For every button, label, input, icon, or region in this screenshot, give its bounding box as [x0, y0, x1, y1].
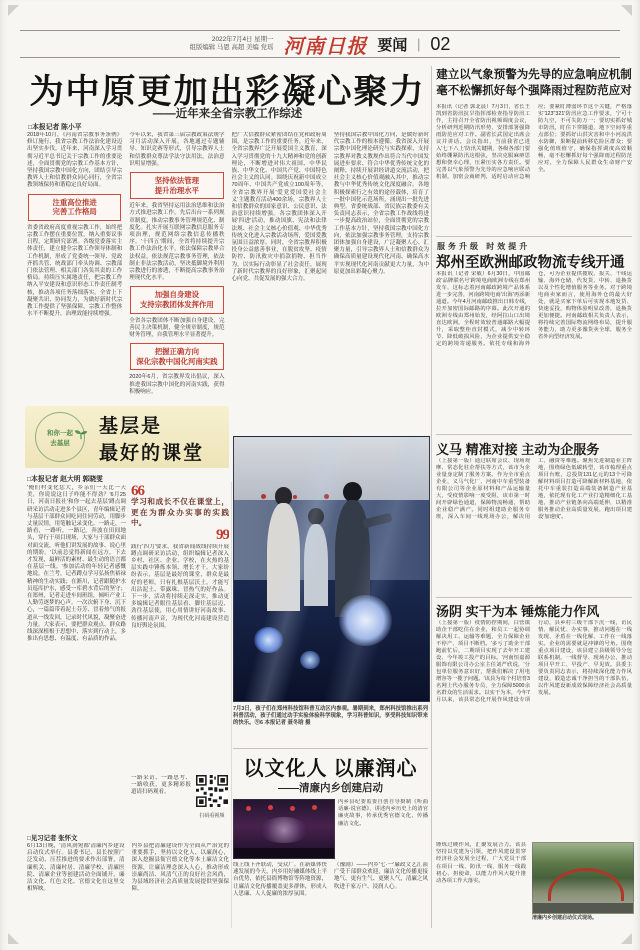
bottom-left-col-1: 6月13日晚，'清风润宛都'清廉内乡建设启动仪式举行。县委书记、县长按照广泛发动、压茬推进的要求作出部署，清廉机关、清廉村居、清廉学校、清廉医院、清廉企业等创建活动全面铺开，廉洁文化、红色文化、官德文化在这里交相辉映。: [27, 843, 125, 893]
science-museum-photo: [233, 436, 430, 702]
bottom-side-text: 内乡县纪委监委自创自导摄制《听曲话廉·说官德》，讲述内乡历史上的清官廉吏故事，传承优秀官德文化，传播廉洁文化。: [338, 799, 428, 827]
main-col-2: [129, 132, 224, 431]
heading-line: 支持宗教团体发挥作用: [139, 300, 214, 310]
bottom-left-col-2: 内乡县把清廉建设作为全面从严治党的重要抓手，坚持以文化人、以廉润心，深入挖掘县衙官德文化等本土廉洁文化资源，让廉洁理念深入人心，推动形成崇廉尚洁、风清气正的良好社会风尚，为县域经济社会高质量发展提供坚强保障。: [131, 843, 229, 893]
main-section-heading-2: [130, 172, 223, 199]
main-article-subtitle: ——近年来全省宗教工作综述: [152, 108, 303, 120]
yima-article-title: 义马 精准对接 主动为企服务: [436, 442, 600, 457]
red-lantern-dot: [290, 806, 295, 811]
edition-info: [190, 36, 274, 53]
bottom-mid-col-1: 线上线下齐联动，受众广。在新媒体快速发展的今天，内乡用好融媒体线上平台优势，依托县衙博物馆等阵地资源，让廉洁文化传播覆盖更多群体，形成人人思廉、人人促廉的浓厚氛围。: [233, 862, 327, 897]
date-line: 2022年7月4日 星期一: [211, 35, 274, 43]
page-curl-top-left-icon[interactable]: [8, 5, 19, 16]
main-col1-text-b: 省委省政府高度重视宗教工作，始终把宗教工作摆在重要位置，纳入重要议事日程，定期研究部署。各级党委落实主体责任，建立健全宗教工作领导体制和工作机制，形成了党委统一领导、党政齐抓共管、统战部门牵头协调、宗教部门依法管理、相关部门各负其责的工作格局。持续压实属地责任，把宗教工作纳入平安建设和意识形态工作责任制考核，推动各项任务落细落实。全省上下凝聚共识、协同发力，为做好新时代宗教工作提供了坚强保障，宗教工作整体水平不断提升，治理效能持续增强。: [27, 224, 123, 318]
qr-block: [195, 775, 229, 819]
flood-article-body: 本报讯（记者 郭北晨）7月3日，省长王凯到省防汛抗旱指挥部检查指导防汛工作，主持召开全省防汛视频调度会议，分析研判近期防汛形势，安排部署强降雨防范应对工作。副省长武国定出席会议并讲话。会议指出，当前我省已进入'七下八上'防汛关键期，各级各部门要始终绷紧防汛这根弦，坚决克服麻痹思想和侥幸心理，压紧压实各方责任。要完善以气象预警为先导的应急响应联动机制，加密会商研判，适时启动应急响应；要紧盯薄弱环节这个关键，严格落实'123''321'防汛应急工作要求，宁可十防九空，不可失防万一；要切实抓好城市防汛，盯住下穿隧道、地下空间等重点部位；要抓好山洪灾害和中小河流洪水防御，果断提前转移危险区群众；要强化值班值守，确保指挥调度高效顺畅，毫不松懈抓好每个强降雨过程防范应对，全力保障人民群众生命财产安全。: [436, 104, 632, 180]
right-divider-3: [436, 597, 632, 598]
main-article-byline: □本报记者 陈小平: [28, 124, 82, 131]
main-col1-text-a: 2018年10月，《河南省宗教事务条例》修订施行，我省宗教工作法治化建设迈出坚实步伐。近年来，河南深入学习贯彻习近平总书记关于宗教工作的重要论述，全面贯彻党的宗教工作基本方针，坚持我国宗教中国化方向，团结引导宗教界人士和信教群众同心同行，全省宗教领域保持和谐稳定良好局面。: [27, 132, 123, 189]
main-col2-text-a: 今年以来，我省第三届宗教政策法规学习月活动深入开展，各地通过专题辅导、知识竞赛等形式，引导宗教界人士和信教群众尊法学法守法用法，法治意识明显增强。: [129, 132, 225, 167]
column-divider-right: [431, 66, 432, 928]
heading-line: 深化宗教中国化河南实践: [136, 356, 218, 366]
header-bottom-rule: [20, 57, 620, 58]
masthead-logo: 河南日报: [283, 35, 368, 58]
section-name: 要闻: [377, 36, 408, 54]
crowd-silhouette: [533, 903, 633, 914]
quote-open-icon: 66: [131, 485, 144, 499]
red-lantern-dot: [246, 806, 251, 811]
page-curl-bottom-right-icon[interactable]: [621, 933, 632, 944]
feature-box: [25, 406, 229, 468]
heading-line: 注重高位推进: [52, 197, 97, 207]
page-curl-top-right-icon[interactable]: [621, 5, 632, 16]
bottom-article-subtitle: ——清廉内乡创建启动: [278, 782, 383, 794]
badge-line-1: 和你一起: [47, 429, 73, 437]
main-article-title: 为中原更加出彩凝心聚力: [29, 74, 426, 111]
ceremony-photo-caption: 清廉内乡创建启动仪式现场。: [532, 915, 598, 921]
page-number: 02: [430, 33, 451, 54]
feature-title-line-2: 最好的课堂: [99, 443, 205, 464]
main-col2-text-d: 2020年6月，省宗教界发出倡议，深入推进我国宗教中国化的河南实践，获得积极响应。: [129, 374, 225, 395]
main-col-3: 把广大信教群众紧密团结在党和政府周围，是宗教工作的重要任务。近年来，全省宗教界广泛开展爱国主义教育，深入学习贯彻党的十九大精神和党的创新理论，不断增进对伟大祖国、中华民族、中华文化、中国共产党、中国特色社会主义的认同。围绕庆祝新中国成立70周年、中国共产党成立100周年等，全省宗教界开展'爱党爱国爱社会主义'主题教育活动400余场，宗教界人士和信教群众的国家意识、公民意识、法治意识持续增强。各宗教团体深入开展'四进'活动，推动国旗、宪法和法律法规、社会主义核心价值观、中华优秀传统文化进入宗教活动场所，爱国爱教氛围日益浓厚。同时，全省宗教界积极投身公益慈善事业，在脱贫攻坚、疫情防控、防汛救灾中捐款捐物、担当作为，以实际行动彰显了社会责任，展现了新时代宗教界的良好形象，汇聚起同心向党、共促发展的强大合力。: [231, 132, 327, 283]
main-article-body: [27, 132, 429, 431]
editors-line: 组版编辑 马恩 高超 美编 党瑶: [189, 44, 274, 51]
heading-line: 坚持依法管理: [154, 176, 200, 186]
page-curl-bottom-left-icon[interactable]: [8, 933, 19, 944]
stage-glow: [259, 817, 309, 843]
glass-reflection: [234, 437, 429, 701]
heading-line: 把握正确方向: [154, 347, 200, 357]
bottom-left-cols: [27, 843, 229, 929]
sprout-icon: [73, 429, 89, 440]
right-divider-1: [436, 236, 632, 237]
main-section-heading-3: [130, 286, 223, 313]
feature-byline: □本报记者 赵大明 郭晓雯: [27, 476, 103, 483]
grassroots-badge: [35, 412, 85, 462]
main-col2-text-c: 全省各宗教团体不断加强自身建设，完善民主决策机制，健全规章制度，规范财务管理，自我管理水平显著提升。: [129, 317, 225, 339]
main-section-heading-1: [28, 194, 121, 221]
title-line-2: 毫不松懈抓好每个强降雨过程防范应对: [436, 85, 632, 97]
feature-col-2: [131, 485, 229, 828]
column-divider-left: [231, 482, 232, 928]
red-lantern-dot: [268, 805, 273, 810]
qr-label: 扫码看视频: [199, 812, 225, 819]
feature-col-1: '俺们村变化恁大，乡亲们一天比一天美，你说说这日子咋能不得劲？'6月25日，河南日报社'和你一起去基层'蹲点调研采访活动走进多个县区，青年编辑记者与基层干部群众同吃同住同劳动，用脚步丈量民情，用笔触记录变化。一路走，一路看，一路听，一路记。奔波在田间地头，穿行于项目现场，大家与干部群众面对面交流，听他们讲发展的故事、说心里的期盼。'以前总觉得新闻在远方，下去才发现，最鲜活的素材、最生动的语言都在基层一线。'参加活动的年轻记者感慨地说。在兰考，记者蹲点学习弘扬焦裕禄精神的生动实践；在淅川，记者跟随护水员巡库护水，感受一库碧水背后的坚守；在郑州，记者走进车间班组，倾听产业工人勤劳逐梦的心声。一次次俯下身、沉下心，一篇篇带着泥土芬芳、冒着热气的报道从一线发回，记录时代风貌，凝聚奋进力量。大家表示，要把群众观点、群众路线深深植根于思想中、落实到行动上，多推出有思想、有温度、有品质的作品。: [27, 485, 126, 643]
main-section-heading-4: [130, 343, 223, 370]
tangyin-article-title: 汤阴 实干为本 锤炼能力作风: [436, 604, 600, 619]
ceremony-photo: [532, 842, 634, 914]
qr-side-text: 一路采访、一路思考、一路收获，更多精彩报道请扫码观看。: [131, 774, 191, 795]
quote-close-icon: 99: [216, 526, 229, 543]
feature-pull-quote: 学习和成长不仅在课堂上，更在为群众办实事的实践中。: [131, 497, 229, 527]
bottom-article-title: 以文化人 以廉润心: [243, 758, 418, 780]
qr-code: [196, 775, 228, 807]
main-col-1: [27, 132, 122, 431]
postal-article-body: 本报讯（记者 宋敏）6月30日，中国邮政'品牌联名号'跨境电商欧洲专线在郑州发车，这标志着河南邮政跨境产品体系进一步完善，河南跨境电商'出海'再添新通道。今年4月河南邮政推出日韩专线，拉开加密国际邮路的序幕。此次开通的欧洲专线由郑州始发，经阿拉山口出境直达欧洲，全程时效较普通邮路大幅提升，采取整柜直封模式，减少中转环节、降低破损风险，为企业提供安全稳定的跨境寄递服务。依托专线和海外仓，可为企业提供揽收、报关、干线运输、海外仓储、代发货、中转、退换货以及个性化增值服务等业务。对于跨境电商卖家而言，使用海外仓的最大好处，就是买家下单后可实现本地发货、快速妥投，购物体验明显改善，退换货更加便捷。河南邮政相关负责人表示，将持续完善国际物流网络布局，提升服务能力，助力更多豫货卖全球，服务全省外向型经济发展。: [436, 271, 632, 347]
audience-silhouette: [234, 848, 334, 858]
red-lantern-dot: [312, 805, 317, 810]
tangyin-article-side: 锤炼过硬作风，汇聚发展合力。该县坚持以党建为引领，把作风建设贯穿经济社会发展全过程，广大党员干部在项目一线、防汛一线、服务一线践初心、担使命，以能力作风大提升推动各项工作大落实。: [436, 842, 526, 885]
bottom-article-byline: □见习记者 张怀文: [27, 835, 78, 842]
right-divider-2: [436, 434, 632, 435]
yima-article-body: （上接第一版）通过联席会议、现场观摩、常态化驻企帮扶等方式，该市为企业量身定制了服务方案。作为全市重点企业，义马气化厂、河南中车重型装备有限公司等企业原材料和产品运输量大，受疫情影响一度受阻，该市第一时间开辟绿色通道，保障物流畅通，帮助企业稳产满产。同时组建助企服务专班，深入车间一线现场办公，解决用工、融资等难题。聚焦先进制造业主阵地，围绕绿色低碳转型，该市梳理重点项目台账，总投资131亿元的13个可降解材料项目打造可降解新材料基地，依托中车重装打造高端装备制造产业基地，依托现有化工产业打造精细化工基地，推动产业链条向高端延伸，以精准服务推动企业高质量发展，跑出项目建设'加速度'。: [436, 458, 632, 520]
tangyin-article-body: （上接第一版）疫情防控期间，白营镇助企干部吃住在企业，和员工一起协调解决用工、运输等难题，全力保障企业不停产、项目不断档。'多亏了助企干部跑前忙后，二期项目实现了去年开工建设、今年竣工投产的目标。'河南恒嘉源服饰有限公司办公室主任刘严欣说，'分包单位服务意识好，帮我们解决了用电增容等一揽子问题。'该县为每个村培育3名网上代办服务专员，全力保障5000余名群众的生活需求。以实干为本，今年7月以来，该县常态化开展作风建设专项行动，县乡村三级干部下沉一线，访民情、解民忧、办实事，推动问题在一线发现、矛盾在一线化解、工作在一线落实。企业的需要就是冲锋的号角。围绕重点项目建设，该县建立县级领导分包联系机制，一线督导、现场办公，推动项目早开工、早投产、早见效。县委主要负责同志表示，将持续深化能力作风建设，锻造忠诚干净担当的干部队伍，以作风建设新成效保障经济社会高质量发展。: [436, 620, 632, 703]
title-line-1: 建立以气象预警为先导的应急响应机制: [436, 69, 632, 81]
section-pipe: ｜: [412, 37, 426, 53]
main-col2-text-b: 近年来，我省坚持运用法治思维和法治方式推进宗教工作，先后出台一系列规章制度，推动宗教事务管理规范化、制度化。扎实开展互联网宗教信息服务专项治理，规范网络宗教信息传播秩序。'十四五'期间，全省将持续提升宗教工作法治化水平，依法保障宗教界合法权益，依法规范宗教事务管理，依法制止非法宗教活动，坚决抵御境外利用宗教进行的渗透，不断提高宗教事务治理现代化水平。: [129, 203, 225, 282]
red-arch-shape: [548, 868, 624, 900]
main-col-4: 坚持我国宗教中国化方向，是做好新时代宗教工作的根本遵循。我省深入开展宗教中国化理论研究与实践探索，支持宗教界对教义教规作出符合当代中国发展进步要求、符合中华优秀传统文化的阐释，持续开展讲经讲道交流活动，把社会主义核心价值观融入其中，推动宗教与中华优秀传统文化深度融合。各地积极探索行之有效的途径载体，培育了一批中国化示范场所，涌现出一批先进典型。省委统战部、省民族宗教委有关负责同志表示，全省宗教工作战线将进一步提高政治站位，全面贯彻党的宗教工作基本方针，坚持我国宗教中国化方向，依法加强宗教事务管理，支持宗教团体加强自身建设，广泛凝聚人心、汇聚力量，引导宗教界人士和信教群众为确保高质量建设现代化河南、确保高水平实现现代化河南贡献更大力量，为中原更加出彩凝心聚力。: [333, 132, 429, 275]
feature-col2-text: 践行'四力'要求，我省新闻战线持续开展蹲点调研采访活动，组织编辑记者深入乡村、社区、企业、学校，在火热的基层实践中锤炼本领、增长才干。大家纷纷表示，基层是最好的课堂，群众是最好的老师，只有扎根基层沃土，才能写出沾泥土、带露珠、冒热气的好作品。下一步，活动将持续走深走实，推动更多编辑记者眼往基层看、脚往基层迈、劲往基层使，用心用情讲好河南故事、传播河南声音，为现代化河南建设营造良好舆论氛围。: [131, 543, 229, 629]
flood-article-title: [436, 67, 632, 99]
qr-row: [131, 775, 229, 819]
postal-article-kicker: 服务升级 时效提升: [437, 242, 531, 251]
page-header: [0, 33, 640, 58]
center-divider: [233, 748, 428, 749]
postal-article-title: 郑州至欧洲邮政物流专线开通: [436, 255, 625, 271]
feature-title-line-1: 基层是: [99, 416, 163, 437]
heading-line: 加强自身建设: [154, 290, 200, 300]
section-block: [377, 34, 450, 55]
stage-performance-photo: [233, 799, 335, 859]
science-photo-caption: 7月3日，孩子们在郑州科技馆科普互动区内参观。暑期到来，郑州科技馆推出系列科普活动，孩子们通过动手实验体验科学现象，学习科普知识，享受科技知识带来的快乐。⑨6 本报记者 聂冬晗 摄: [233, 706, 428, 726]
heading-line: 提升治理水平: [154, 185, 200, 195]
badge-line-2: 去基层: [50, 439, 70, 447]
bottom-mid-col-2: （豫剧）——内乡'七·一'廉政文艺汇演广受干部群众欢迎，廉洁文化传播更接地气、更有生气、更聚人气，清廉之风吹进千家万户、浸润人心。: [334, 862, 428, 890]
heading-line: 完善工作格局: [52, 207, 97, 217]
